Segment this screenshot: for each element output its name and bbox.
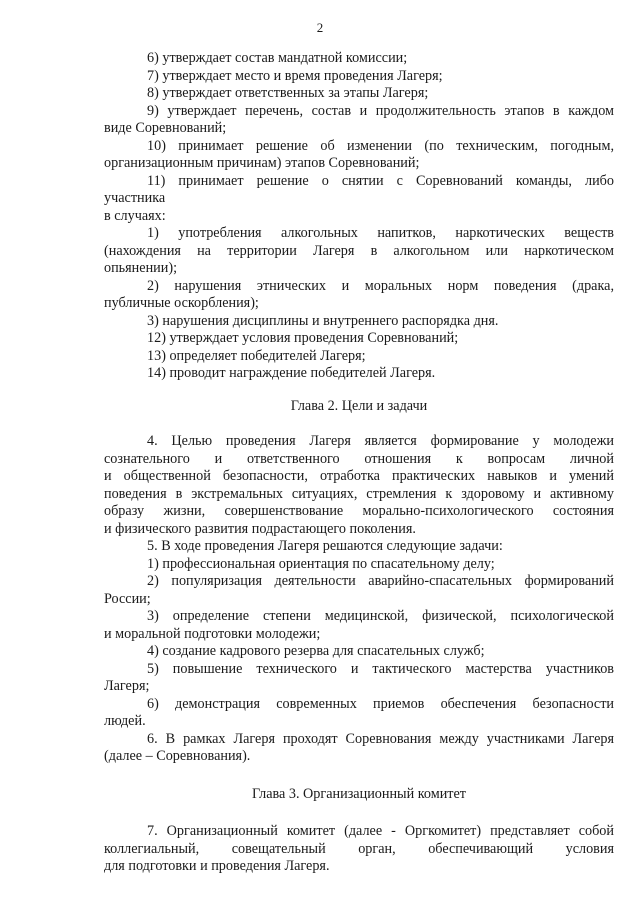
text-line: организационным причинам) этапов Соревнований; (104, 155, 420, 171)
text-line: 6. В рамках Лагеря проходят Соревнования между участниками Лагеря (147, 730, 614, 747)
text-line: 7) утверждает место и время проведения Лагеря; (147, 67, 443, 84)
text-line: 7. Организационный комитет (далее - Оргкомитет) представляет собой (147, 823, 614, 839)
text-line: 4. Целью проведения Лагеря является формирование у молодежи (147, 433, 614, 449)
text-line: 3) нарушения дисциплины и внутреннего распорядка дня. (147, 312, 499, 329)
text-line: публичные оскорбления); (104, 295, 259, 311)
text-line: 13) определяет победителей Лагеря; (147, 347, 366, 364)
text-line: и моральной подготовки молодежи; (104, 625, 321, 642)
text-line: людей. (104, 713, 146, 729)
text-line: поведения в экстремальных ситуациях, стремления к здоровому и активному (104, 485, 614, 502)
text-line: 2) популяризация деятельности аварийно-спасательных формирований (147, 573, 614, 589)
text-line: 6) демонстрация современных приемов обеспечения безопасности (147, 695, 614, 712)
text-line: коллегиальный, совещательный орган, обеспечивающий условия (104, 840, 614, 857)
page-number: 2 (316, 20, 324, 35)
text-line: 4) создание кадрового резерва для спасательных служб; (147, 643, 485, 659)
text-line: 9) утверждает перечень, состав и продолжительность этапов в каждом (147, 102, 614, 119)
text-line: 1) профессиональная ориентация по спасательному делу; (147, 555, 495, 572)
text-line: 3) определение степени медицинской, физической, психологической (147, 608, 614, 624)
chapter-3-heading: Глава 3. Организационный комитет (252, 785, 466, 802)
text-line: опьянении); (104, 260, 178, 276)
text-line: 1) употребления алкогольных напитков, наркотических веществ (147, 225, 614, 241)
text-line: 2) нарушения этнических и моральных норм поведения (драка, (147, 277, 614, 294)
text-line: в случаях: (104, 207, 166, 224)
text-line: и физического развития подрастающего поколения. (104, 520, 416, 537)
text-line: 8) утверждает ответственных за этапы Лагеря; (147, 85, 429, 101)
text-line: для подготовки и проведения Лагеря. (104, 858, 330, 874)
text-line: (нахождения на территории Лагеря в алкогольном или наркотическом (104, 242, 614, 259)
block-commission-duties (104, 50, 614, 383)
text-line: Лагеря; (104, 678, 150, 694)
document-body (104, 50, 614, 876)
chapter-2-heading: Глава 2. Цели и задачи (290, 397, 428, 414)
text-line: 5) повышение технического и тактического мастерства участников (147, 660, 614, 677)
text-line: виде Соревнований; (104, 120, 227, 136)
text-line: 12) утверждает условия проведения Соревнований; (147, 330, 459, 346)
text-line: участника (104, 190, 166, 206)
block-organizing-committee (104, 823, 614, 876)
text-line: 14) проводит награждение победителей Лагеря. (147, 365, 436, 381)
text-line: 5. В ходе проведения Лагеря решаются следующие задачи: (147, 538, 503, 554)
text-line: 10) принимает решение об изменении (по техническим, погодным, (147, 137, 614, 154)
block-goals-and-tasks (104, 433, 614, 766)
text-line: 6) утверждает состав мандатной комиссии; (147, 50, 408, 66)
text-line: образу жизни, совершенствование морально-психологического состояния (104, 503, 614, 519)
text-line: сознательного и ответственного отношения к вопросам личной (104, 450, 614, 467)
text-line: 11) принимает решение о снятии с Соревнований команды, либо (147, 172, 614, 189)
text-line: и общественной безопасности, отработка практических навыков и умений (104, 468, 614, 484)
text-line: России; (104, 590, 151, 607)
text-line: (далее – Соревнования). (104, 748, 251, 764)
